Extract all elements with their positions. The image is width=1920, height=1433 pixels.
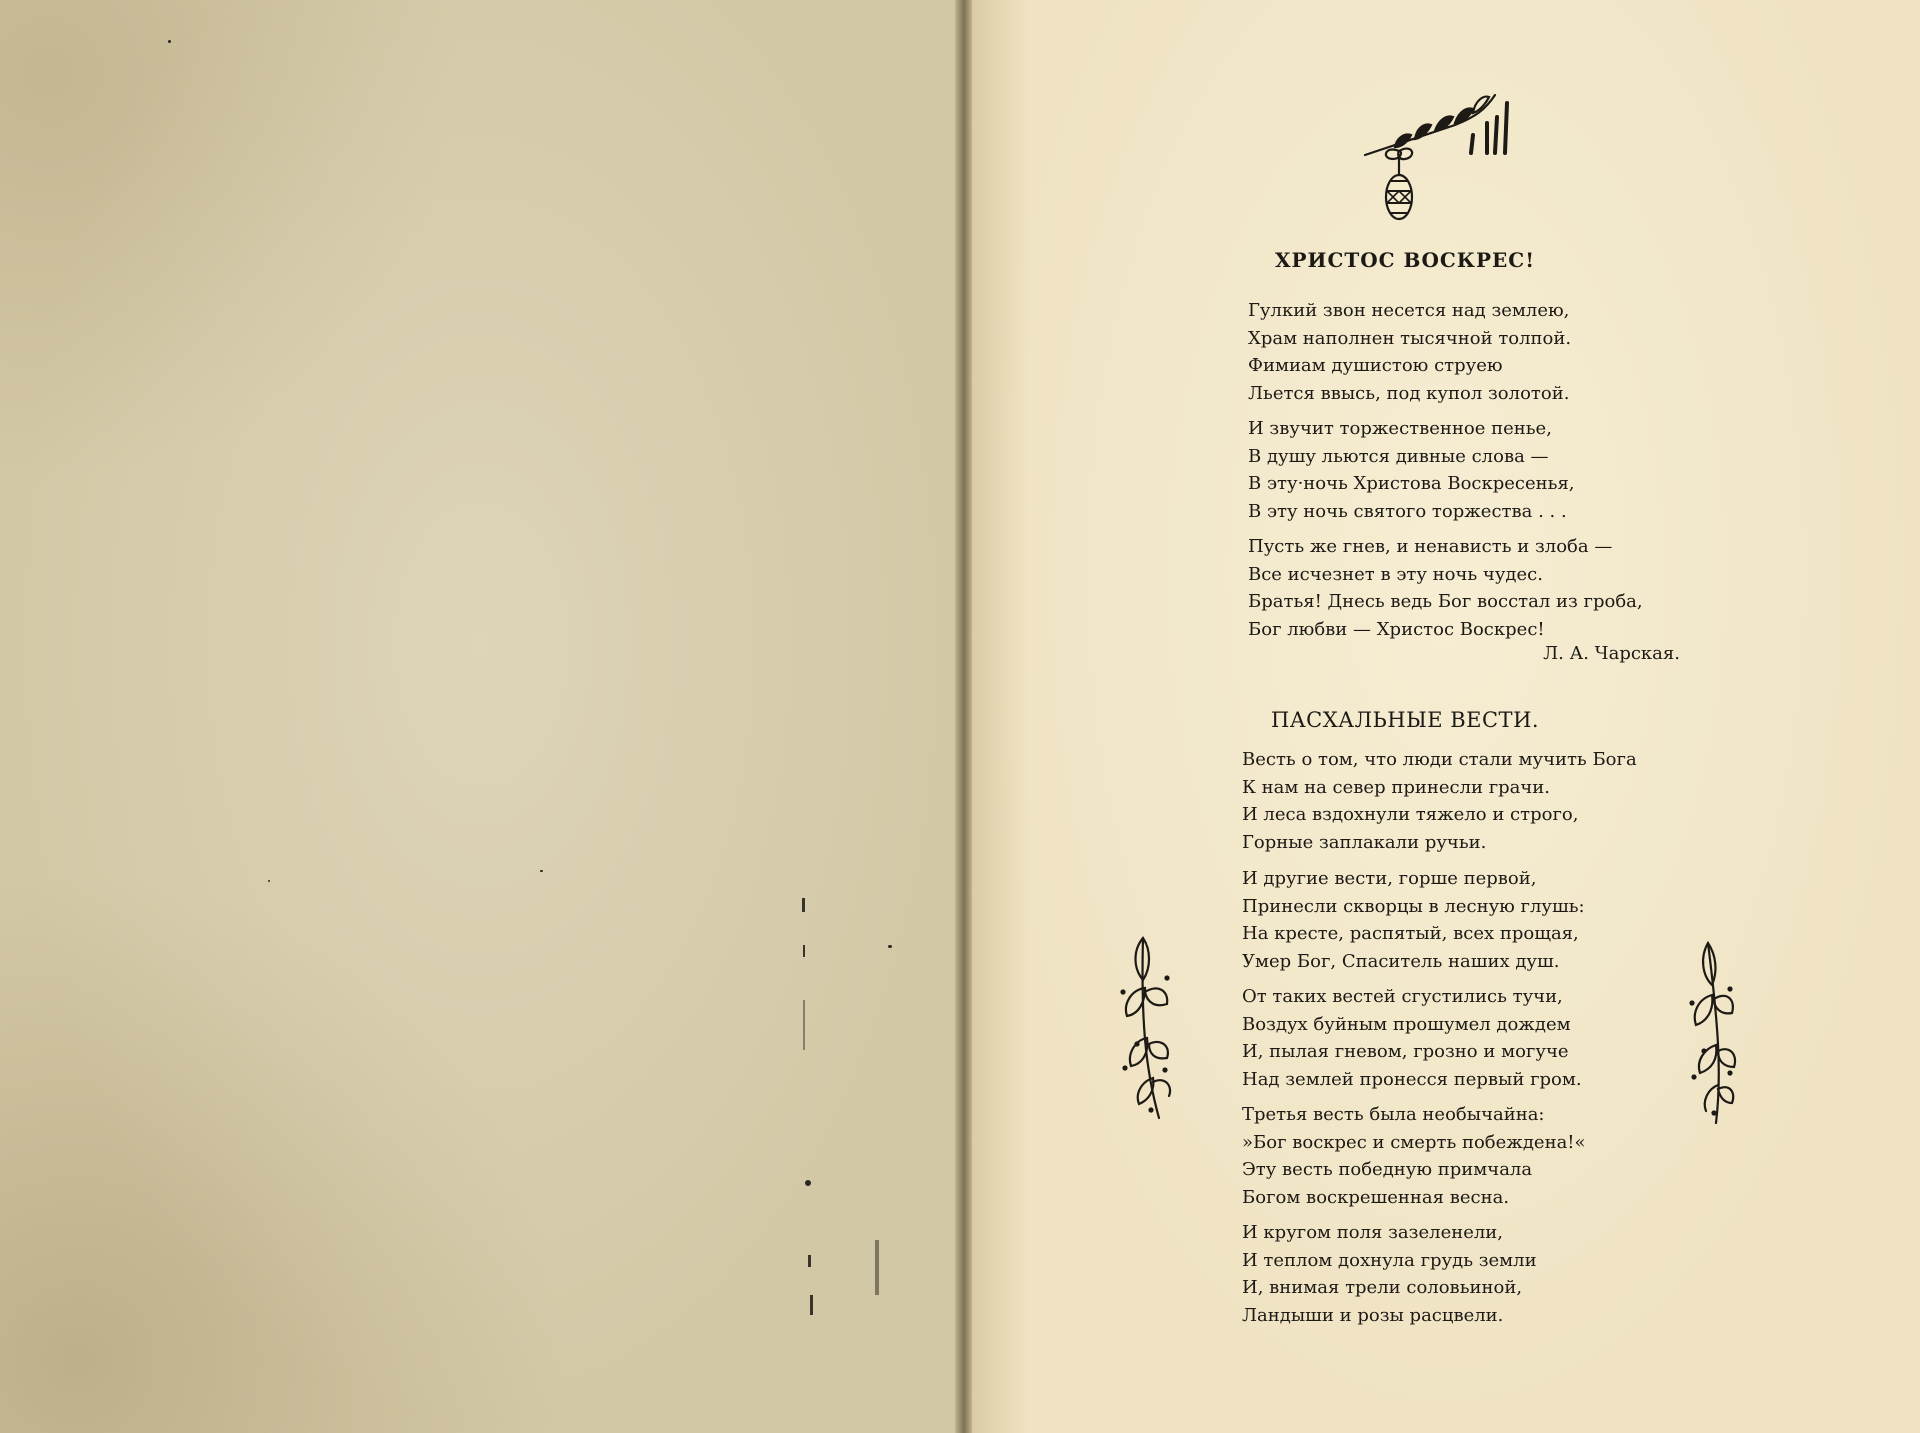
poem-line: От таких вестей сгустились тучи, <box>1242 986 1563 1007</box>
poem-line: К нам на север принесли грачи. <box>1242 776 1551 798</box>
poem-line: Горные заплакали ручьи. <box>1242 831 1487 853</box>
poem-line: И звучит торжественное пенье, <box>1248 418 1552 439</box>
stanza <box>1248 533 1643 643</box>
willow-branch-with-easter-egg-icon <box>1355 75 1515 235</box>
poem-line: Принесли скворцы в лесную глушь: <box>1242 895 1585 917</box>
margin-mark <box>803 945 805 957</box>
stanza <box>1242 865 1585 975</box>
stanza <box>1248 415 1575 525</box>
poem-line: Весть о том, что люди стали мучить Бога <box>1242 749 1637 770</box>
poem-line: И, внимая трели соловьиной, <box>1242 1277 1523 1298</box>
paper-speck <box>805 1180 811 1186</box>
margin-mark <box>808 1255 811 1267</box>
poem-line: Братья! Днесь ведь Бог восстал из гроба, <box>1248 591 1643 612</box>
stanza <box>1242 1219 1537 1329</box>
poem-line: »Бог воскрес и смерть побеждена!« <box>1242 1131 1586 1153</box>
poem-line: Третья весть была необычайна: <box>1242 1104 1545 1125</box>
margin-mark <box>810 1295 813 1315</box>
poem-line: Храм наполнен тысячной толпой. <box>1248 327 1572 349</box>
margin-mark <box>802 898 805 912</box>
leafy-sprig-icon <box>1680 933 1740 1128</box>
stanza <box>1242 1101 1586 1211</box>
poem-line: Пусть же гнев, и ненависть и злоба — <box>1248 536 1613 557</box>
poem-line: И кругом поля зазеленели, <box>1242 1222 1504 1243</box>
leafy-sprig-icon <box>1115 928 1175 1123</box>
poem-line: И леса вздохнули тяжело и строго, <box>1242 804 1579 825</box>
poem-line: Бог любви — Христос Воскрес! <box>1248 618 1545 640</box>
stanza <box>1242 746 1637 856</box>
paper-speck <box>168 40 171 43</box>
poem-line: Все исчезнет в эту ночь чудес. <box>1248 563 1543 585</box>
margin-mark <box>803 1000 805 1050</box>
poem-line: В эту·ночь Христова Воскресенья, <box>1248 473 1575 494</box>
poem-line: В душу льются дивные слова — <box>1248 445 1549 467</box>
paper-speck <box>888 945 892 948</box>
poem-line: Богом воскрешенная весна. <box>1242 1186 1510 1208</box>
stanza <box>1248 297 1571 407</box>
poem-line: Над землей пронесся первый гром. <box>1242 1068 1582 1090</box>
poem-line: Ландыши и розы расцвели. <box>1242 1304 1504 1326</box>
margin-mark <box>875 1240 879 1295</box>
poem-line: И, пылая гневом, грозно и могуче <box>1242 1041 1569 1062</box>
poem-line: На кресте, распятый, всех прощая, <box>1242 923 1579 944</box>
poem-line: И другие вести, горше первой, <box>1242 868 1537 889</box>
poem-line: Гулкий звон несется над землею, <box>1248 300 1570 321</box>
poem-line: Умер Бог, Спаситель наших душ. <box>1242 950 1560 972</box>
stanza <box>1242 983 1582 1093</box>
paper-speck <box>268 880 270 882</box>
poem-line: И теплом дохнула грудь земли <box>1242 1249 1537 1271</box>
poem-line: В эту ночь святого торжества . . . <box>1248 500 1567 522</box>
poem-line: Эту весть победную примчала <box>1242 1159 1533 1180</box>
poem-line: Льется ввысь, под купол золотой. <box>1248 382 1570 404</box>
poem-title: ХРИСТОС ВОСКРЕС! <box>1275 248 1535 272</box>
poem-line: Фимиам душистою струею <box>1248 355 1503 376</box>
paper-speck <box>540 870 543 872</box>
poem-title: ПАСХАЛЬНЫЕ ВЕСТИ. <box>1270 708 1540 732</box>
poem-line: Воздух буйным прошумел дождем <box>1242 1013 1571 1035</box>
poem-author: Л. А. Чарская. <box>1543 643 1680 664</box>
